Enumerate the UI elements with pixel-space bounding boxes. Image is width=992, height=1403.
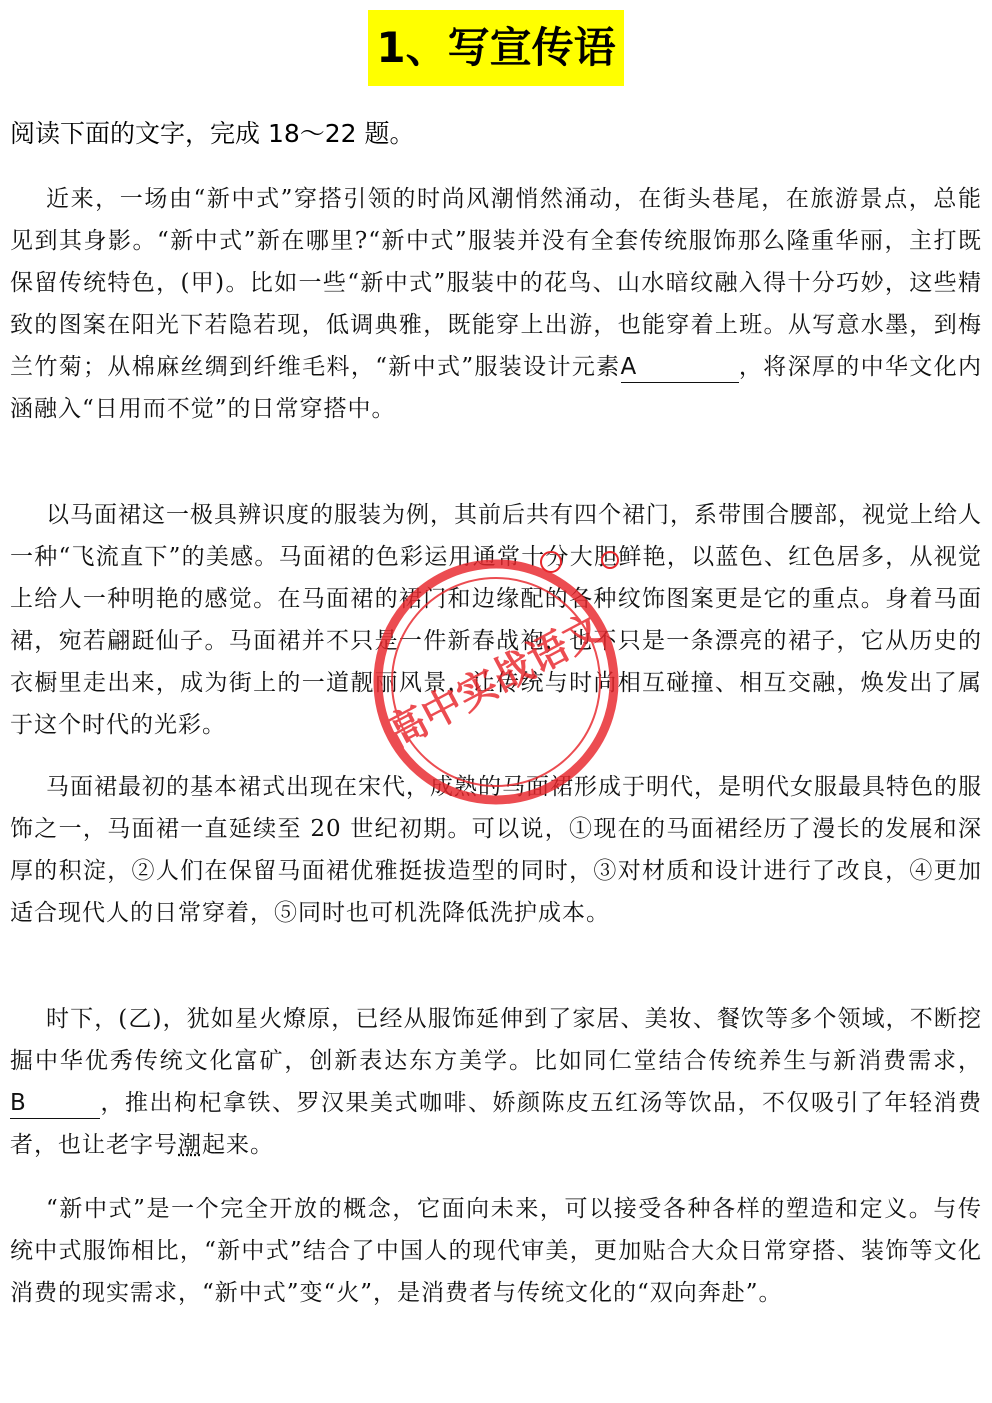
blank-a: A [621, 352, 739, 383]
paragraph-3: 马面裙最初的基本裙式出现在宋代，成熟的马面裙形成于明代，是明代女服最具特色的服饰之一，马面裙一直延续至 20 世纪初期。可以说，①现在的马面裙经历了漫长的发展和深厚的积淀，②人们在保留马面裙优雅挺拔造型的同时，③对材质和设计进行了改良，④更加适合现代人的日常穿着，⑤同时也可机洗降低洗护成本。 [10, 774, 982, 926]
paragraph-5: “新中式”是一个完全开放的概念，它面向未来，可以接受各种各样的塑造和定义。与传统中式服饰相比，“新中式”结合了中国人的现代审美，更加贴合大众日常穿搭、装饰等文化消费的现实需求，“新中式”变“火”，是消费者与传统文化的“双向奔赴”。 [10, 1196, 982, 1306]
paragraph-4-text-3: 起来。 [202, 1132, 274, 1158]
paragraph-4-text-2: ，推出枸杞拿铁、罗汉果美式咖啡、娇颜陈皮五红汤等饮品，不仅吸引了年轻消费者，也让老字号 [10, 1090, 982, 1158]
page-title: 1、写宣传语 [368, 10, 623, 86]
stamp-text: 高中实战语文 [378, 604, 613, 758]
blank-b: B [10, 1088, 100, 1119]
paragraph-1 [10, 178, 982, 430]
paragraph-1-text-1: 近来，一场由“新中式”穿搭引领的时尚风潮悄然涌动，在街头巷尾，在旅游景点，总能见到其身影。“新中式”新在哪里?“新中式”服装并没有全套传统服饰那么隆重华丽，主打既保留传统特色，(甲)。比如一些“新中式”服装中的花鸟、山水暗纹融入得十分巧妙，这些精致的图案在阳光下若隐若现，低调典雅，既能穿上出游，也能穿着上班。从写意水墨，到梅兰竹菊；从棉麻丝绸到纤维毛料，“新中式”服装设计元素 [10, 186, 982, 380]
paragraph-4 [10, 998, 982, 1166]
paragraph-1-text-2: ，将深厚的中华文化内涵融入“日用而不觉”的日常穿搭中。 [10, 354, 982, 422]
instruction: 阅读下面的文字，完成 18～22 题。 [10, 119, 415, 148]
paragraph-2: 以马面裙这一极具辨识度的服装为例，其前后共有四个裙门，系带围合腰部，视觉上给人一种“飞流直下”的美感。马面裙的色彩运用通常十分大胆鲜艳，以蓝色、红色居多，从视觉上给人一种明艳的感觉。在马面裙的裙门和边缘配的各种纹饰图案更是它的重点。身着马面裙，宛若翩跹仙子。马面裙并不只是一件新春战袍，也不只是一条漂亮的裙子，它从历史的衣橱里走出来，成为街上的一道靓丽风景，让传统与时尚相互碰撞、相互交融，焕发出了属于这个时代的光彩。 [10, 502, 982, 738]
paragraph-4-text-1: 时下，(乙)，犹如星火燎原，已经从服饰延伸到了家居、美妆、餐饮等多个领域，不断挖掘中华优秀传统文化富矿，创新表达东方美学。比如同仁堂结合传统养生与新消费需求， [10, 1006, 982, 1074]
emphasized-character: 潮 [178, 1132, 202, 1158]
title-wrap [0, 10, 992, 86]
